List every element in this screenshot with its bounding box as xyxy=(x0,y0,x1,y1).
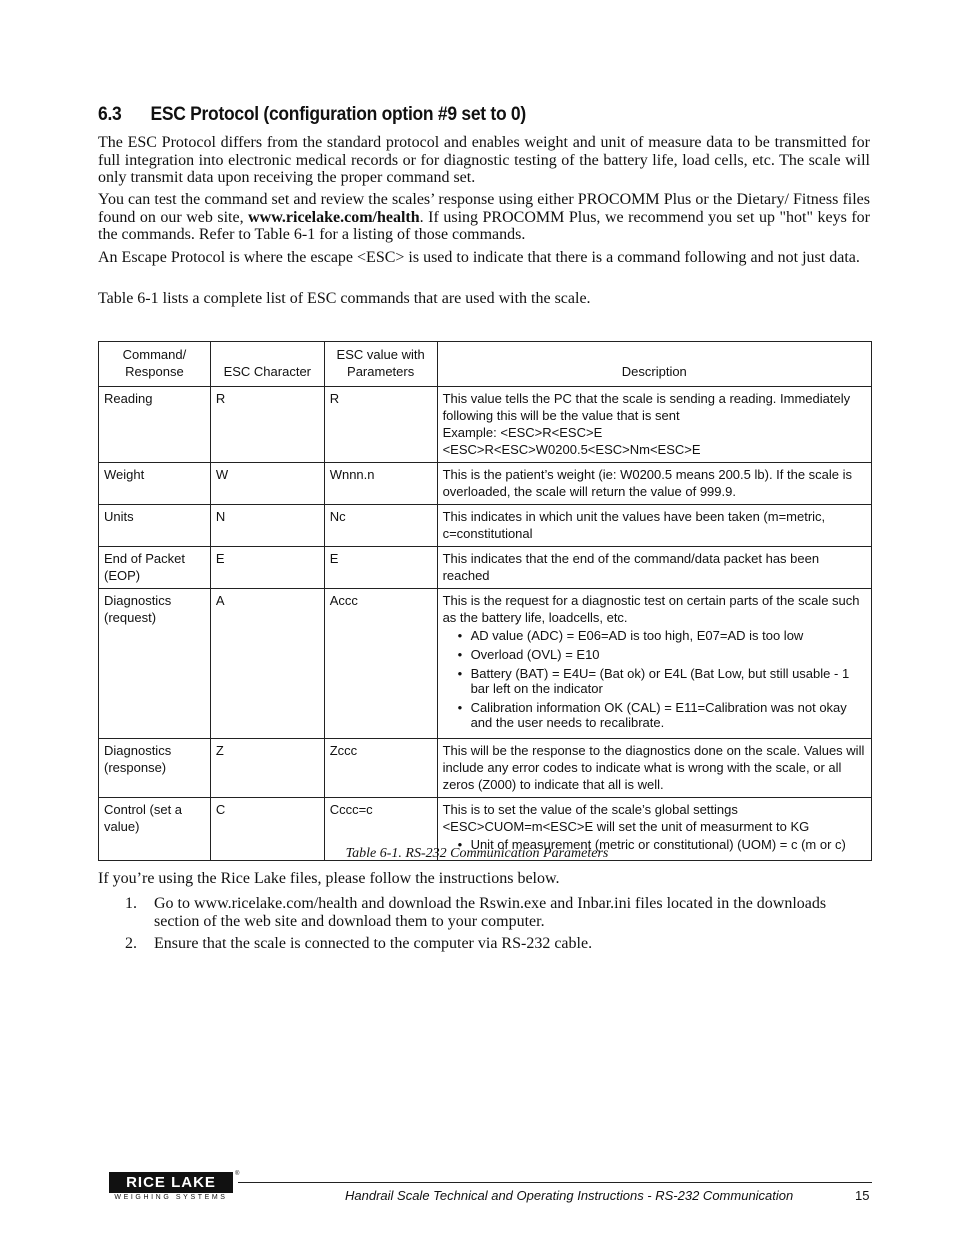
cell-esc-character: R xyxy=(210,387,324,463)
list-item: • Overload (OVL) = E10 xyxy=(471,647,866,662)
table-row xyxy=(99,505,872,547)
rice-lake-logo xyxy=(109,1171,240,1206)
list-item: • AD value (ADC) = E06=AD is too high, E07=AD is too low xyxy=(471,628,866,643)
step-number: 1. xyxy=(125,895,137,912)
footer-title: Handrail Scale Technical and Operating Instructions - RS-232 Communication xyxy=(345,1188,794,1203)
description-line: Example: <ESC>R<ESC>E xyxy=(442,425,603,440)
table-caption: Table 6-1. RS-232 Communication Parameters xyxy=(345,846,609,861)
description-line: This is the request for a diagnostic test on certain parts of the scale such as the battery life, loadcells, etc. xyxy=(442,593,860,625)
cell-esc-character: Z xyxy=(210,739,324,798)
header-esc-value: ESC value with Parameters xyxy=(324,342,437,387)
cell-esc-value: Wnnn.n xyxy=(324,463,437,505)
paragraph-escape-protocol: An Escape Protocol is where the escape <ESC> is used to indicate that there is a command following and not just data. xyxy=(98,249,860,266)
page-number: 15 xyxy=(855,1188,870,1203)
cell-esc-character: A xyxy=(210,589,324,739)
description-line: This indicates that the end of the command/data packet has been reached xyxy=(442,551,820,583)
cell-description xyxy=(437,387,871,463)
esc-commands-table xyxy=(98,341,872,861)
table-row xyxy=(99,739,872,798)
cell-command: Units xyxy=(99,505,211,547)
list-item xyxy=(98,895,870,930)
section-number: 6.3 xyxy=(98,104,122,125)
cell-esc-character: E xyxy=(210,547,324,589)
table-row xyxy=(99,589,872,739)
cell-esc-value: Accc xyxy=(324,589,437,739)
section-heading xyxy=(98,104,526,126)
description-line: <ESC>R<ESC>W0200.5<ESC>Nm<ESC>E xyxy=(442,442,701,457)
cell-description xyxy=(437,505,871,547)
bullet-list xyxy=(443,628,866,730)
cell-esc-value: Nc xyxy=(324,505,437,547)
cell-description xyxy=(437,739,871,798)
cell-description xyxy=(437,547,871,589)
table-body xyxy=(99,387,872,861)
list-item: • Calibration information OK (CAL) = E11=Calibration was not okay and the user needs to recalibrate. xyxy=(471,700,866,730)
list-item: • Battery (BAT) = E4U= (Bat ok) or E4L (Bat Low, but still usable - 1 bar left on the indicator xyxy=(471,666,866,696)
cell-command: Reading xyxy=(99,387,211,463)
description-line: This is to set the value of the scale’s global settings xyxy=(442,802,738,817)
step-text: Ensure that the scale is connected to the computer via RS-232 cable. xyxy=(154,935,593,952)
paragraph-text: You can test the command set and review the scales’ response using either PROCOMM Plus or the Dietary/ Fitness files found on our web site, xyxy=(98,191,870,226)
header-description: Description xyxy=(437,342,871,387)
header-command: Command/ Response xyxy=(99,342,211,387)
cell-esc-value: E xyxy=(324,547,437,589)
cell-esc-value: Cccc=c xyxy=(324,798,437,861)
paragraph-text: . If using PROCOMM Plus, we recommend you set up "hot" keys for the commands. Refer to Table 6-1 for a listing of those commands. xyxy=(98,208,871,243)
list-item xyxy=(98,935,870,953)
description-line: This indicates in which unit the values have been taken (m=metric, c=constitutional xyxy=(442,509,826,541)
logo-subtitle: WEIGHING SYSTEMS xyxy=(114,1194,228,1201)
table-header-row xyxy=(99,342,872,387)
description-line: This value tells the PC that the scale is sending a reading. Immediately following this will be the value that is sent xyxy=(442,391,851,423)
cell-description xyxy=(437,589,871,739)
cell-command: Diagnostics (response) xyxy=(99,739,211,798)
table-row xyxy=(99,463,872,505)
cell-esc-character: C xyxy=(210,798,324,861)
table-row xyxy=(99,547,872,589)
cell-esc-value: R xyxy=(324,387,437,463)
header-esc-character: ESC Character xyxy=(210,342,324,387)
cell-command: End of Packet (EOP) xyxy=(99,547,211,589)
footer-divider xyxy=(238,1182,872,1183)
cell-esc-character: W xyxy=(210,463,324,505)
logo-text: RICE LAKE xyxy=(126,1174,216,1191)
description-line: <ESC>CUOM=m<ESC>E will set the unit of measurment to KG xyxy=(442,819,810,834)
cell-command: Weight xyxy=(99,463,211,505)
cell-description xyxy=(437,463,871,505)
cell-command: Diagnostics (request) xyxy=(99,589,211,739)
paragraph-table-intro: Table 6-1 lists a complete list of ESC commands that are used with the scale. xyxy=(98,290,591,307)
cell-esc-value: Zccc xyxy=(324,739,437,798)
cell-command: Control (set a value) xyxy=(99,798,211,861)
paragraph-test-commands xyxy=(98,191,870,244)
website-link[interactable]: www.ricelake.com/health xyxy=(248,208,420,226)
paragraph-intro: The ESC Protocol differs from the standard protocol and enables weight and unit of measure data to be transmitted for full integration into electronic medical records or for diagnostic testing of the battery life, load cells, etc. The scale will only transmit data upon receiving the proper command set. xyxy=(98,134,870,186)
paragraph-instructions: If you’re using the Rice Lake files, please follow the instructions below. xyxy=(98,870,560,887)
description-line: This will be the response to the diagnostics done on the scale. Values will include any error codes to indicate what is wrong with the scale, or all zeros (Z000) to indicate that all is well. xyxy=(442,743,865,792)
step-number: 2. xyxy=(125,935,137,952)
list-item: • Unit of measurement (metric or constitutional) (UOM) = c (m or c) xyxy=(471,837,866,852)
cell-esc-character: N xyxy=(210,505,324,547)
table-row xyxy=(99,387,872,463)
description-line: This is the patient’s weight (ie: W0200.5 means 200.5 lb). If the scale is overloaded, the scale will return the value of 999.9. xyxy=(442,467,853,499)
registered-mark: ® xyxy=(235,1171,240,1177)
section-title: ESC Protocol (configuration option #9 set to 0) xyxy=(150,104,526,125)
step-text: Go to www.ricelake.com/health and download the Rswin.exe and Inbar.ini files located in the downloads section of the web site and download them to your computer. xyxy=(154,895,827,930)
